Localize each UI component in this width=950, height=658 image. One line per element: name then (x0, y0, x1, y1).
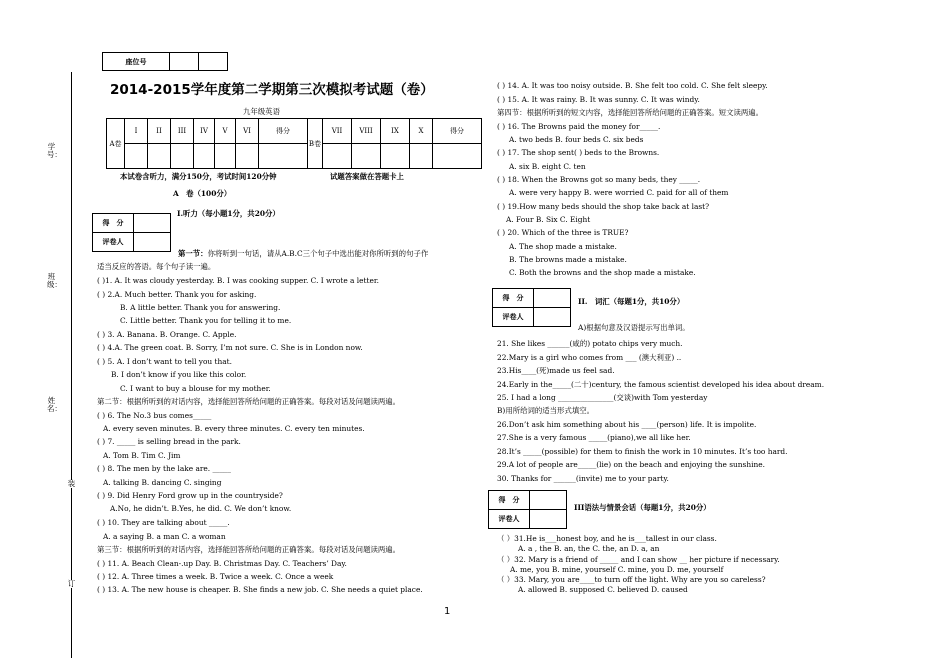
score-cell (323, 144, 352, 169)
option-line: A. every seven minutes. B. every three minutes. C. every ten minutes. (103, 424, 365, 433)
option-line: B. A little better. Thank you for answering. (120, 303, 281, 312)
score-box-cell (534, 308, 571, 327)
question-line: ( ) 14. A. It was too noisy outside. B. She felt too cold. C. She felt sleepy. (497, 81, 768, 90)
score-cell (171, 144, 194, 169)
grammar-options: A. me, you B. mine, yourself C. mine, you D. me, yourself (510, 565, 724, 574)
score-cell (125, 144, 148, 169)
option-line: B. The browns made a mistake. (509, 255, 627, 264)
score-box-cell (134, 233, 171, 252)
option-line: C. Both the browns and the shop made a mistake. (509, 268, 696, 277)
vocab-line: 28.It’s _____(possible) for them to finish the work in 10 minutes. It’s too hard. (497, 447, 788, 456)
score-cell (410, 144, 433, 169)
section-2-part-a: A)根据句意及汉语提示写出单词。 (578, 323, 690, 332)
option-line: A. Tom B. Tim C. Jim (103, 451, 181, 460)
option-line: A. Four B. Six C. Eight (506, 215, 591, 224)
part-2-instruction: 第二节：根据所听到的对话内容，选择能回答所给问题的正确答案。每段对话及问题读两遍。 (97, 397, 401, 406)
paper-a-title: A 卷（100分） (173, 189, 232, 198)
question-line: ( ) 18. When the Browns got so many beds, they _____. (497, 175, 701, 184)
vocab-line: 26.Don’t ask him something about his ____(person) life. It is impolite. (497, 420, 757, 429)
question-line: ( ) 5. A. I don’t want to tell you that. (97, 357, 232, 366)
question-line: ( ) 17. The shop sent( ) beds to the Browns. (497, 148, 660, 157)
vocab-line: 23.His____(死)made us feel sad. (497, 366, 615, 375)
option-line: A. were very happy B. were worried C. paid for all of them (509, 188, 729, 197)
vocab-line: 27.She is a very famous _____(piano),we all like her. (497, 433, 691, 442)
vocab-line: 21. She likes ______(咸的) potato chips very much. (497, 339, 683, 348)
seat-number-cell (199, 53, 228, 71)
score-col-vii: VII (323, 119, 352, 144)
part-1-instruction-cont: 适当反应的答语。每个句子读一遍。 (97, 262, 216, 271)
option-line: A. a saying B. a man C. a woman (103, 532, 226, 541)
grammar-options: A. a , the B. an, the C. the, an D. a, an (518, 544, 660, 553)
vocab-line: 25. I had a long _______________(交谈)with Tom yesterday (497, 393, 708, 402)
exam-note-1: 本试卷含听力，满分150分，考试时间120分钟 (120, 172, 277, 181)
score-cell (148, 144, 171, 169)
vocab-part-b: B)用所给词的适当形式填空。 (497, 406, 595, 415)
question-line: ( ) 19.How many beds should the shop take back at last? (497, 202, 710, 211)
score-cell (194, 144, 215, 169)
vocab-line: 24.Early in the_____(二十)century, the famous scientist developed his idea about dream. (497, 380, 825, 389)
question-line: ( ) 20. Which of the three is TRUE? (497, 228, 629, 237)
question-line: ( ) 12. A. Three times a week. B. Twice a week. C. Once a week (97, 572, 334, 581)
a-paper-label: A卷 (107, 119, 125, 169)
seat-number-cell (170, 53, 199, 71)
score-box-grader-label: 评卷人 (93, 233, 134, 252)
student-no-label: 学号： (47, 142, 62, 159)
score-box-cell (134, 214, 171, 233)
score-col-i: I (125, 119, 148, 144)
question-line: ( ) 3. A. Banana. B. Orange. C. Apple. (97, 330, 237, 339)
score-box-grader-label: 评卷人 (493, 308, 534, 327)
binding-line (71, 72, 72, 658)
question-line: ( ) 2.A. Much better. Thank you for asking. (97, 290, 257, 299)
page-subtitle: 九年级英语 (243, 107, 280, 116)
b-paper-label: B卷 (308, 119, 323, 169)
score-box-score-label: 得 分 (493, 289, 534, 308)
score-col-ix: IX (381, 119, 410, 144)
class-label: 班级： (47, 272, 62, 289)
score-box-score-label: 得 分 (489, 491, 530, 510)
score-box-cell (534, 289, 571, 308)
score-col-total-b: 得分 (433, 119, 482, 144)
name-label: 姓名： (47, 396, 62, 413)
score-box-cell (530, 491, 567, 510)
binding-mark-zhuang: 装 (67, 479, 76, 488)
score-cell (381, 144, 410, 169)
score-box (488, 490, 567, 529)
part-1-instruction: 第一节：你将听到一句话，请从A.B.C三个句子中选出能对你所听到的句子作 (178, 249, 429, 258)
grammar-options: A. allowed B. supposed C. believed D. caused (518, 585, 688, 594)
seat-number-box (102, 52, 228, 71)
score-box-cell (530, 510, 567, 529)
part-3-instruction: 第三节：根据所听到的对话内容，选择能回答所给问题的正确答案。每段对话及问题读两遍。 (97, 545, 401, 554)
option-line: A. The shop made a mistake. (509, 242, 617, 251)
score-cell (352, 144, 381, 169)
page-number: 1 (444, 606, 451, 617)
score-box-score-label: 得 分 (93, 214, 134, 233)
option-line: C. Little better. Thank you for telling it to me. (120, 316, 292, 325)
score-box-grader-label: 评卷人 (489, 510, 530, 529)
question-line: ( ) 4.A. The green coat. B. Sorry, I’m not sure. C. She is in London now. (97, 343, 363, 352)
page-title: 2014-2015学年度第二学期第三次模拟考试题（卷） (110, 82, 434, 98)
vocab-line: 29.A lot of people are_____(lie) on the beach and enjoying the sunshine. (497, 460, 765, 469)
question-line: ( ) 13. A. The new house is cheaper. B. She finds a new job. C. She needs a quiet place. (97, 585, 423, 594)
score-cell (259, 144, 308, 169)
question-line: ( ) 6. The No.3 bus comes_____ (97, 411, 212, 420)
seat-number-label: 座位号 (103, 53, 170, 71)
score-box (492, 288, 571, 327)
question-line: ( ) 10. They are talking about _____. (97, 518, 230, 527)
option-line: A.No, he didn’t. B.Yes, he did. C. We don’t know. (110, 504, 292, 513)
score-col-x: X (410, 119, 433, 144)
score-col-vi: VI (236, 119, 259, 144)
part-4-instruction: 第四节：根据所听到的短文内容，选择能回答所给问题的正确答案。短文读两遍。 (497, 108, 764, 117)
question-line: ( ) 16. The Browns paid the money for_____. (497, 122, 661, 131)
option-line: A. six B. eight C. ten (509, 162, 586, 171)
score-cell (433, 144, 482, 169)
question-line: ( ) 7. _____ is selling bread in the park. (97, 437, 241, 446)
score-col-v: V (215, 119, 236, 144)
grammar-line: （ ）33. Mary, you are____to turn off the light. Why are you so careless? (497, 575, 766, 584)
score-box (92, 213, 171, 252)
score-col-iv: IV (194, 119, 215, 144)
binding-mark-ding: 订 (67, 579, 76, 588)
option-line: C. I want to buy a blouse for my mother. (120, 384, 271, 393)
question-line: ( )1. A. It was cloudy yesterday. B. I was cooking supper. C. I wrote a letter. (97, 276, 379, 285)
score-cell (236, 144, 259, 169)
score-cell (215, 144, 236, 169)
exam-note-2: 试题答案做在答题卡上 (330, 172, 404, 181)
score-table (106, 118, 482, 169)
question-line: ( ) 15. A. It was rainy. B. It was sunny. C. It was windy. (497, 95, 700, 104)
score-col-ii: II (148, 119, 171, 144)
option-line: A. two beds B. four beds C. six beds (509, 135, 644, 144)
grammar-line: （ ）32. Mary is a friend of _____ and I can show __ her picture if necessary. (497, 555, 780, 564)
section-1-title: I.听力（每小题1分，共20分） (177, 209, 280, 218)
vocab-line: 30. Thanks for ______(invite) me to your party. (497, 474, 669, 483)
question-line: ( ) 9. Did Henry Ford grow up in the countryside? (97, 491, 283, 500)
grammar-line: （ ）31.He is___honest boy, and he is___tallest in our class. (497, 534, 717, 543)
option-line: B. I don’t know if you like this color. (111, 370, 247, 379)
question-line: ( ) 8. The men by the lake are. _____ (97, 464, 231, 473)
score-col-iii: III (171, 119, 194, 144)
section-3-title: III语法与情景会话（每题1分，共20分） (574, 503, 711, 512)
question-line: ( ) 11. A. Beach Clean-.up Day. B. Christmas Day. C. Teachers’ Day. (97, 559, 347, 568)
option-line: A. talking B. dancing C. singing (103, 478, 222, 487)
vocab-line: 22.Mary is a girl who comes from ___ (澳大利亚) .. (497, 353, 682, 362)
section-2-title: II. 词汇（每题1分，共10分） (578, 297, 685, 306)
score-col-viii: VIII (352, 119, 381, 144)
score-col-total-a: 得分 (259, 119, 308, 144)
